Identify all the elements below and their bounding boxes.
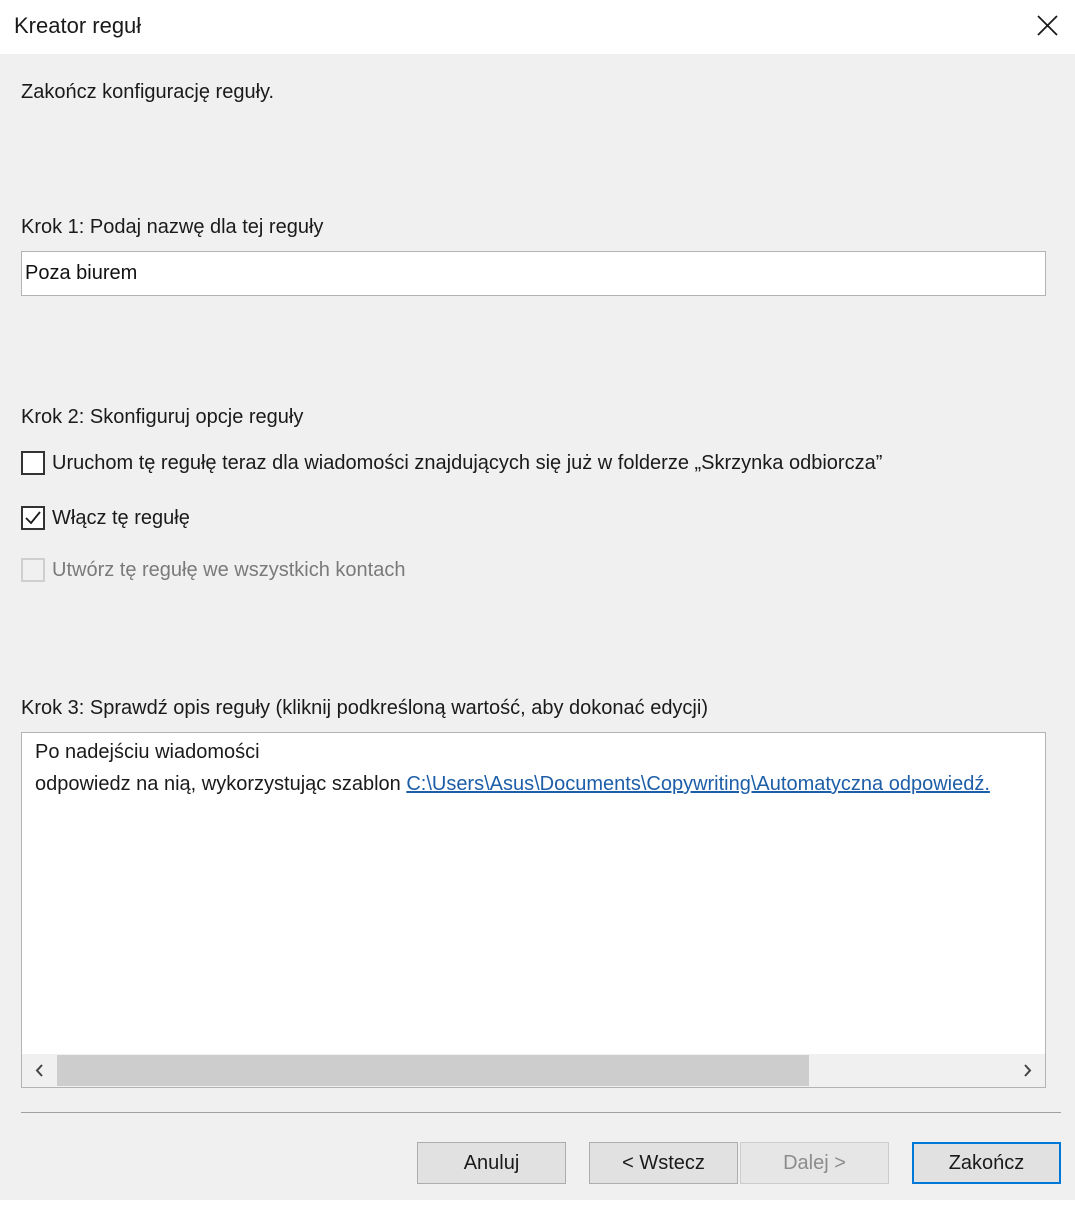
description-line-2-text: odpowiedz na nią, wykorzystując szablon (35, 773, 407, 795)
step2-label: Krok 2: Skonfiguruj opcje reguły (21, 406, 304, 428)
scrollbar-thumb[interactable] (57, 1055, 809, 1086)
all-accounts-label: Utwórz tę regułę we wszystkich kontach (52, 558, 406, 581)
scroll-left-button[interactable] (22, 1054, 57, 1087)
finish-button[interactable]: Zakończ (912, 1142, 1061, 1184)
all-accounts-option (21, 556, 405, 584)
description-line-1: Po nadejściu wiadomości (35, 741, 260, 763)
all-accounts-checkbox (21, 558, 45, 582)
button-separator (21, 1112, 1061, 1113)
title-bar (0, 0, 1075, 54)
enable-rule-option[interactable] (21, 504, 190, 532)
checkmark-icon (24, 509, 42, 527)
dialog-content (0, 54, 1075, 1200)
run-rule-now-option[interactable] (21, 449, 882, 477)
back-button[interactable]: < Wstecz (589, 1142, 738, 1184)
close-icon (1027, 6, 1067, 46)
description-line-2 (35, 773, 990, 796)
chevron-right-icon (1010, 1054, 1045, 1087)
run-rule-now-checkbox[interactable] (21, 451, 45, 475)
chevron-left-icon (22, 1054, 57, 1087)
enable-rule-label: Włącz tę regułę (52, 506, 190, 529)
cancel-button[interactable]: Anuluj (417, 1142, 566, 1184)
window-title: Kreator reguł (14, 13, 142, 38)
rule-description-box (21, 732, 1046, 1088)
rule-name-input[interactable] (21, 251, 1046, 296)
step3-label: Krok 3: Sprawdź opis reguły (kliknij podkreśloną wartość, aby dokonać edycji) (21, 697, 708, 719)
next-button: Dalej > (740, 1142, 889, 1184)
enable-rule-checkbox[interactable] (21, 506, 45, 530)
step1-label: Krok 1: Podaj nazwę dla tej reguły (21, 216, 324, 238)
intro-text: Zakończ konfigurację reguły. (21, 81, 275, 103)
close-button[interactable] (1027, 6, 1067, 46)
horizontal-scrollbar[interactable] (22, 1054, 1045, 1087)
scroll-right-button[interactable] (1010, 1054, 1045, 1087)
run-rule-now-label: Uruchom tę regułę teraz dla wiadomości znajdujących się już w folderze „Skrzynka odbiorcza” (52, 451, 883, 474)
template-path-link[interactable]: C:\Users\Asus\Documents\Copywriting\Automatyczna odpowiedź. (406, 773, 990, 795)
